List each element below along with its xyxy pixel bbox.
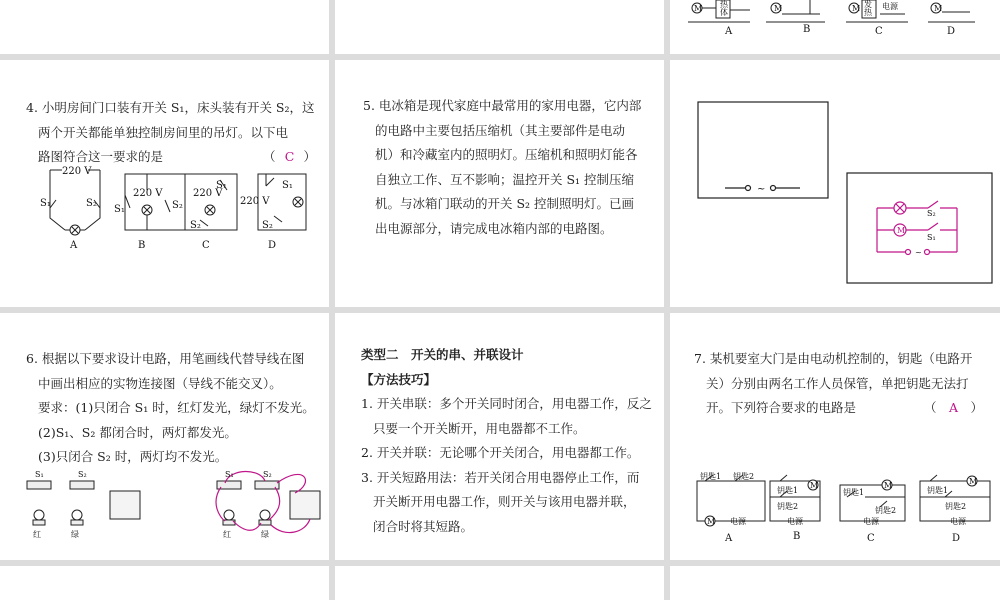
- q6-text: [26, 347, 326, 470]
- q6-answer-s2: S₂: [263, 470, 272, 479]
- q7-line-2: 关）分别由两名工作人员保管，单把钥匙无法打: [706, 375, 969, 391]
- q6-line-3: 要求：(1)只闭合 S₁ 时，红灯发光，绿灯不发光。: [38, 400, 315, 415]
- q7-label-b: B: [793, 531, 801, 542]
- q5-motor-label: M: [897, 226, 906, 235]
- type2-method-heading: 【方法技巧】: [361, 371, 437, 387]
- svg-text:M: M: [774, 4, 783, 13]
- q5-blank-ac: ~: [757, 184, 766, 195]
- q4-voltage-b: 220 V: [133, 188, 163, 199]
- panel-top-left: [0, 0, 329, 54]
- type2-title: 类型二 开关的串、并联设计: [361, 347, 524, 362]
- q4-paren-close: ）: [303, 149, 317, 164]
- q7-d-key1: 钥匙1: [927, 486, 949, 495]
- top-label-a: A: [725, 26, 733, 37]
- panel-bottom-left: [0, 566, 329, 600]
- q6-answer-s1: S₁: [225, 470, 234, 479]
- q4-label-a: A: [70, 240, 78, 251]
- q7-answer: A: [948, 400, 959, 415]
- q7-label-c: C: [867, 533, 875, 544]
- q4-line-2: 两个开关都能单独控制房间里的吊灯。以下电: [38, 124, 289, 140]
- top-circuit-options: [670, 0, 1000, 54]
- q7-b-key2: 钥匙2: [777, 502, 799, 511]
- q6-line-5: (3)只闭合 S₂ 时，两灯均不发光。: [38, 449, 228, 464]
- q7-a-key1: 钥匙1: [700, 472, 722, 481]
- q6-blank-red: 红: [33, 530, 41, 539]
- q5-line-5: 机。与冰箱门联动的开关 S₂ 控制照明灯。已画: [375, 196, 635, 211]
- panel-question-7: [670, 313, 1000, 560]
- q7-c-key2: 钥匙2: [875, 506, 897, 515]
- q4-text: [26, 96, 326, 170]
- q6-answer-green: 绿: [261, 530, 269, 539]
- panel-type-2-method: [335, 313, 664, 560]
- q4-label-b: B: [138, 240, 146, 251]
- q7-line-3: [694, 396, 998, 421]
- q7-label-d: D: [952, 533, 961, 544]
- q6-line-1: 6. 根据以下要求设计电路，用笔画线代替导线在图: [26, 351, 305, 366]
- top-label-c: C: [875, 26, 883, 37]
- svg-text:发: 发: [864, 0, 872, 9]
- q4-circuit-options: [30, 160, 329, 255]
- q7-d-power: 电源: [950, 517, 966, 526]
- panel-question-6: [0, 313, 329, 560]
- q7-text: [694, 347, 998, 421]
- q5-line-4: 自独立工作、互不影响；温控开关 S₁ 控制压缩: [375, 171, 635, 187]
- svg-text:M: M: [852, 4, 861, 13]
- q6-blank-s1: S₁: [35, 470, 44, 479]
- q5-answer-circuit: [877, 201, 957, 252]
- q4-c-s2: S₂: [190, 220, 201, 231]
- type2-line-1: 1. 开关串联：多个开关同时闭合，用电器工作，反之: [361, 396, 652, 411]
- q4-d-s2: S₂: [262, 220, 273, 231]
- q5-line-1: 5. 电冰箱是现代家庭中最常用的家用电器，它内部: [363, 98, 642, 113]
- q6-line-4: (2)S₁、S₂ 都闭合时，两灯都发光。: [38, 424, 237, 440]
- q6-line-2: 中画出相应的实物连接图（导线不能交叉）。: [38, 375, 282, 391]
- q5-s2-label: S₂: [927, 209, 936, 218]
- q7-b-power: 电源: [787, 517, 803, 526]
- panel-question-5: [335, 60, 664, 307]
- type2-line-6: 闭合时将其短路。: [373, 518, 474, 534]
- q4-voltage-c: 220 V: [193, 188, 223, 199]
- q7-line-3-text: 开。下列符合要求的电路是: [706, 400, 857, 415]
- q6-apparatus-figures: [15, 463, 325, 543]
- q7-line-1: 7. 某机要室大门是由电动机控制的，钥匙（电路开: [694, 351, 973, 366]
- svg-text:热: 热: [864, 8, 872, 17]
- svg-text:M: M: [694, 4, 703, 13]
- top-label-b: B: [803, 24, 811, 35]
- q7-c-motor: M: [884, 481, 893, 490]
- q7-paren-close: ）: [970, 400, 984, 415]
- q4-a-s2: S₂: [86, 198, 97, 209]
- q5-answer-box: [847, 173, 992, 283]
- q4-answer: C: [284, 149, 295, 164]
- q5-line-3: 机）和冷藏室内的照明灯。压缩机和照明灯能各: [375, 147, 638, 162]
- q4-b-s1: S₁: [114, 204, 125, 215]
- q7-c-key1: 钥匙1: [843, 488, 865, 497]
- q7-c-power: 电源: [863, 517, 879, 526]
- panel-question-4: [0, 60, 329, 307]
- svg-text:电源: 电源: [882, 2, 898, 11]
- q5-line-2: 的电路中主要包括压缩机（其主要部件是电动: [375, 122, 626, 138]
- panel-bottom-middle: [335, 566, 664, 600]
- q5-fridge-figures: [670, 60, 1000, 307]
- q7-a-key2: 钥匙2: [733, 472, 755, 481]
- q7-b-key1: 钥匙1: [777, 486, 799, 495]
- svg-text:体: 体: [720, 8, 728, 17]
- q7-circuit-options: [675, 471, 995, 551]
- q4-label-c: C: [202, 240, 210, 251]
- q7-b-motor: M: [810, 481, 819, 490]
- q7-a-power: 电源: [730, 517, 746, 526]
- q4-d-s1: S₁: [282, 180, 293, 191]
- type2-line-4: 3. 开关短路用法：若开关闭合用电器停止工作，而: [361, 469, 640, 485]
- q6-blank-s2: S₂: [78, 470, 87, 479]
- q7-d-key2: 钥匙2: [945, 502, 967, 511]
- svg-text:热: 热: [720, 0, 728, 9]
- q4-line-1: 4. 小明房间门口装有开关 S₁，床头装有开关 S₂，这: [26, 100, 315, 115]
- panel-top-right: [670, 0, 1000, 54]
- q7-d-motor: M: [969, 477, 978, 486]
- panel-bottom-right: [670, 566, 1000, 600]
- q5-text: [363, 94, 663, 241]
- q6-blank-green: 绿: [71, 530, 79, 539]
- q4-voltage-a: 220 V: [62, 166, 92, 177]
- type2-text: [361, 343, 661, 539]
- q4-label-d: D: [268, 240, 277, 251]
- q4-c-s1: S₁: [216, 180, 227, 191]
- panel-question-5-figures: [670, 60, 1000, 307]
- q7-paren-open: （: [923, 400, 937, 415]
- type2-line-3: 2. 开关并联：无论哪个开关闭合，用电器都工作。: [361, 445, 640, 460]
- svg-text:M: M: [934, 4, 943, 13]
- top-label-d: D: [947, 26, 956, 37]
- q5-s1-label: S₁: [927, 233, 936, 242]
- q4-voltage-d: 220 V: [240, 196, 270, 207]
- q4-b-s2: S₂: [172, 200, 183, 211]
- q7-label-a: A: [725, 533, 733, 544]
- type2-line-2: 只要一个开关断开，用电器都不工作。: [373, 420, 586, 436]
- panel-top-middle: [335, 0, 664, 54]
- q6-answer-red: 红: [223, 530, 231, 539]
- q4-paren-open: （: [262, 149, 276, 164]
- q5-line-6: 出电源部分，请完成电冰箱内部的电路图。: [375, 220, 613, 236]
- q5-answer-ac: ~: [915, 248, 922, 257]
- q4-a-s1: S₁: [40, 198, 51, 209]
- q7-a-motor: M: [707, 517, 716, 526]
- type2-line-5: 开关断开用电器工作，则开关与该用电器并联，: [373, 494, 636, 509]
- q4-line-3-text: 路图符合这一要求的是: [38, 149, 164, 164]
